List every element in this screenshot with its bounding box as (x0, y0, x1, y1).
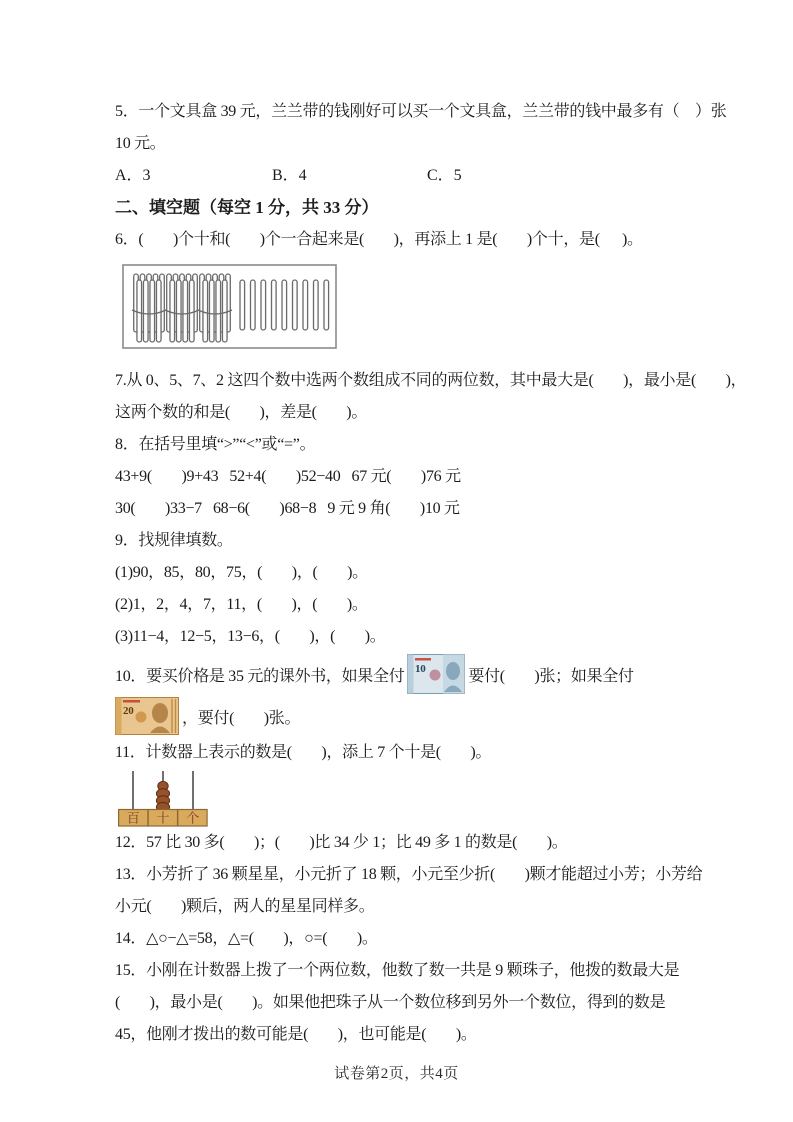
question-10-part-3: ，要付( )张。 (182, 709, 301, 727)
question-15-line-1: 15．小刚在计数器上拨了一个两位数，他数了数一共是 9 颗珠子，他拨的数最大是 (115, 962, 680, 979)
question-5-line-1: 5．一个文具盒 39 元，兰兰带的钱刚好可以买一个文具盒，兰兰带的钱中最多有（ ）张 (115, 103, 727, 120)
tens-beads (156, 781, 169, 811)
question-15-line-3: 45，他刚才拨出的数可能是( )，也可能是( )。 (115, 1026, 477, 1043)
question-12-text: 12．57 比 30 多( )；( )比 34 少 1；比 49 多 1 的数是( )。 (115, 834, 568, 851)
question-13-line-2: 小元( )颗后，两人的星星同样多。 (115, 898, 375, 915)
banknote-20-icon (115, 697, 179, 735)
question-15-line-2: ( )，最小是( )。如果他把珠子从一个数位移到另外一个数位，得到的数是 (115, 994, 666, 1011)
question-14-text: 14．△○−△=58，△=( )，○=( )。 (115, 930, 378, 947)
question-9-intro: 9．找规律填数。 (115, 532, 233, 549)
question-5-line-2: 10 元。 (115, 135, 166, 152)
question-7-line-1: 7.从 0、5、7、2 这四个数中选两个数组成不同的两位数，其中最大是( )，最小是( )， (115, 372, 747, 389)
option-b: B．4 (272, 167, 307, 184)
option-a: A．3 (115, 167, 151, 184)
question-7-line-2: 这两个数的和是( )，差是( )。 (115, 404, 368, 421)
question-10-part-1: 10．要买价格是 35 元的课外书，如果全付 (115, 667, 405, 685)
question-6-text: 6．( )个十和( )个一合起来是( )，再添上 1 是( )个十，是( )。 (115, 231, 643, 248)
option-c: C．5 (427, 167, 462, 184)
question-10-line-2 (115, 695, 707, 737)
page-footer: 试卷第2页，共4页 (334, 1066, 459, 1082)
banknote-10-value: 10 (415, 663, 426, 675)
question-13-line-1: 13．小芳折了 36 颗星星，小元折了 18 颗，小元至少折( )颗才能超过小芳；小芳给 (115, 866, 703, 883)
section-2-heading: 二、填空题（每空 1 分，共 33 分） (115, 198, 379, 217)
counter-label-tens: 十 (156, 810, 170, 826)
question-9-item-2: (2)1，2，4，7，11，( )，( )。 (115, 596, 368, 613)
question-11-text: 11．计数器上表示的数是( )，添上 7 个十是( )。 (115, 744, 492, 761)
question-8-intro: 8．在括号里填“>”“<”或“=”。 (115, 436, 316, 453)
question-10-part-2: 要付( )张；如果全付 (468, 667, 634, 685)
abacus-counter-figure (118, 769, 208, 827)
banknote-20-value: 20 (123, 705, 134, 717)
worksheet-content (115, 96, 747, 1051)
counting-sticks-figure (122, 264, 337, 349)
question-9-item-1: (1)90，85，80，75，( )，( )。 (115, 564, 368, 581)
counter-label-hundreds: 百 (126, 810, 140, 826)
banknote-10-icon (407, 654, 465, 694)
question-10-line-1 (115, 653, 707, 695)
question-9-item-3: (3)11−4，12−5，13−6，( )，( )。 (115, 628, 386, 645)
question-5-options (115, 160, 707, 192)
counter-label-ones: 个 (186, 810, 200, 826)
question-8-row-2: 30( )33−7 68−6( )68−8 9 元 9 角( )10 元 (115, 500, 460, 517)
question-8-row-1: 43+9( )9+43 52+4( )52−40 67 元( )76 元 (115, 468, 461, 485)
